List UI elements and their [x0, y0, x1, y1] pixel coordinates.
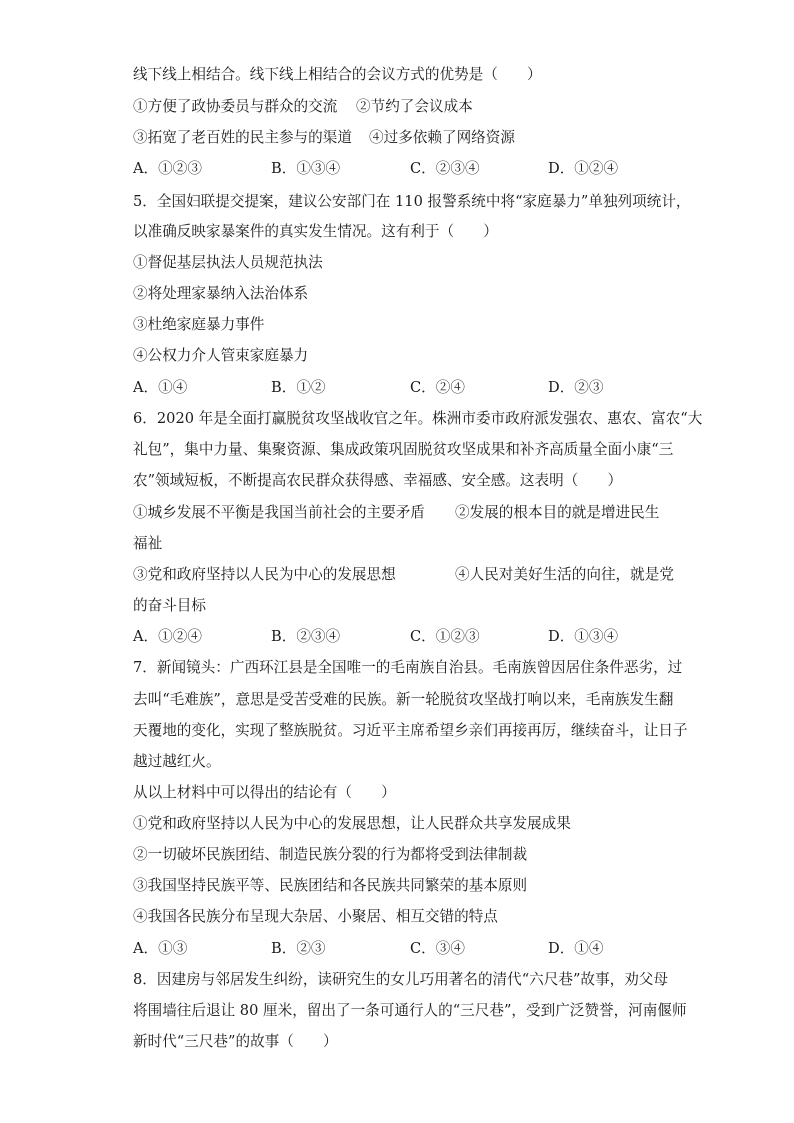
q6-statement-4-cont: 的奋斗目标 — [133, 597, 206, 614]
q4-statement-3: ③拓宽了老百姓的民主参与的渠道 — [133, 129, 352, 146]
q5-stem-line1: 5．全国妇联提交提案，建议公安部门在 110 报警系统中将“家庭暴力”单独列项统计， — [133, 193, 691, 210]
q4-statement-1: ①方便了政协委员与群众的交流 — [133, 98, 338, 115]
q5-stem-line2: 以准确反映家暴案件的真实发生情况。这有利于（ ） — [133, 223, 498, 240]
q4-option-a[interactable]: A．①②③ — [133, 160, 202, 177]
q5-statement-2: ②将处理家暴纳入法治体系 — [133, 285, 309, 302]
q6-statements-row2 — [133, 565, 693, 585]
q5-option-d[interactable]: D．②③ — [548, 379, 604, 396]
q4-statement-4: ④过多依赖了网络资源 — [369, 129, 515, 146]
q7-question: 从以上材料中可以得出的结论有（ ） — [133, 784, 396, 801]
q7-statement-4: ④我国各民族分布呈现大杂居、小聚居、相互交错的特点 — [133, 908, 498, 925]
q8-stem-line1: 8．因建房与邻居发生纠纷，读研究生的女儿巧用著名的清代“六尺巷”故事，劝父母 — [133, 971, 668, 988]
q4-statements-row2 — [133, 128, 693, 148]
q5-option-c[interactable]: C．②④ — [410, 379, 465, 396]
q7-stem-line3: 天覆地的变化，实现了整族脱贫。习近平主席希望乡亲们再接再厉，继续奋斗，让日子 — [133, 722, 688, 739]
q5-statement-3: ③杜绝家庭暴力事件 — [133, 316, 265, 333]
q6-option-a[interactable]: A．①②④ — [133, 628, 202, 645]
q7-stem-line4: 越过越红火。 — [133, 753, 221, 770]
q7-stem-line2: 去叫“毛难族”，意思是受苦受难的民族。新一轮脱贫攻坚战打响以来，毛南族发生翻 — [133, 691, 674, 708]
q6-stem-line3: 农”领域短板，不断提高农民群众获得感、幸福感、安全感。这表明（ ） — [133, 472, 623, 489]
q7-option-c[interactable]: C．③④ — [410, 940, 465, 957]
q4-option-c[interactable]: C．②③④ — [410, 160, 480, 177]
q5-statement-1: ①督促基层执法人员规范执法 — [133, 254, 323, 271]
q5-option-a[interactable]: A．①④ — [133, 379, 188, 396]
q6-option-b[interactable]: B．②③④ — [271, 628, 341, 645]
q4-options — [133, 159, 673, 179]
q8-stem-line3: 新时代“三尺巷”的故事（ ） — [133, 1033, 338, 1050]
q7-statement-3: ③我国坚持民族平等、民族团结和各民族共同繁荣的基本原则 — [133, 877, 528, 894]
q7-statement-1: ①党和政府坚持以人民为中心的发展思想，让人民群众共享发展成果 — [133, 815, 571, 832]
q6-statement-4: ④人民对美好生活的向往，就是党 — [455, 566, 674, 583]
q6-statements-row1 — [133, 503, 693, 523]
q7-options — [133, 939, 673, 959]
q6-stem-line1: 6．2020 年是全面打赢脱贫攻坚战收官之年。株洲市委市政府派发强农、惠农、富农“大 — [133, 410, 703, 427]
q7-statement-2: ②一切破坏民族团结、制造民族分裂的行为都将受到法律制裁 — [133, 846, 528, 863]
q4-stem: 线下线上相结合。线下线上相结合的会议方式的优势是（ ） — [133, 66, 542, 83]
q6-options — [133, 627, 673, 647]
q7-option-b[interactable]: B．②③ — [271, 940, 326, 957]
q5-statement-4: ④公权力介人管束家庭暴力 — [133, 347, 309, 364]
q7-option-a[interactable]: A．①③ — [133, 940, 188, 957]
q8-stem-line2: 将围墙往后退让 80 厘米，留出了一条可通行人的“三尺巷”，受到广泛赞誉，河南偃师 — [133, 1002, 687, 1019]
q4-statement-2: ②节约了会议成本 — [356, 98, 473, 115]
q5-option-b[interactable]: B．①② — [271, 379, 326, 396]
q6-option-d[interactable]: D．①③④ — [548, 628, 619, 645]
q6-statement-3: ③党和政府坚持以人民为中心的发展思想 — [133, 566, 396, 583]
q6-option-c[interactable]: C．①②③ — [410, 628, 480, 645]
q6-statement-2-cont: 福祉 — [133, 535, 163, 552]
q4-option-d[interactable]: D．①②④ — [548, 160, 619, 177]
q5-options — [133, 378, 673, 398]
q6-statement-2: ②发展的根本目的就是增进民生 — [455, 504, 660, 521]
q7-stem-line1: 7．新闻镜头：广西环江县是全国唯一的毛南族自治县。毛南族曾因居住条件恶劣，过 — [133, 659, 683, 676]
q4-statements-row1 — [133, 97, 693, 117]
q4-option-b[interactable]: B．①③④ — [271, 160, 341, 177]
q6-stem-line2: 礼包”，集中力量、集聚资源、集成政策巩固脱贫攻坚成果和补齐高质量全面小康“三 — [133, 441, 674, 458]
q6-statement-1: ①城乡发展不平衡是我国当前社会的主要矛盾 — [133, 504, 425, 521]
q7-option-d[interactable]: D．①④ — [548, 940, 604, 957]
